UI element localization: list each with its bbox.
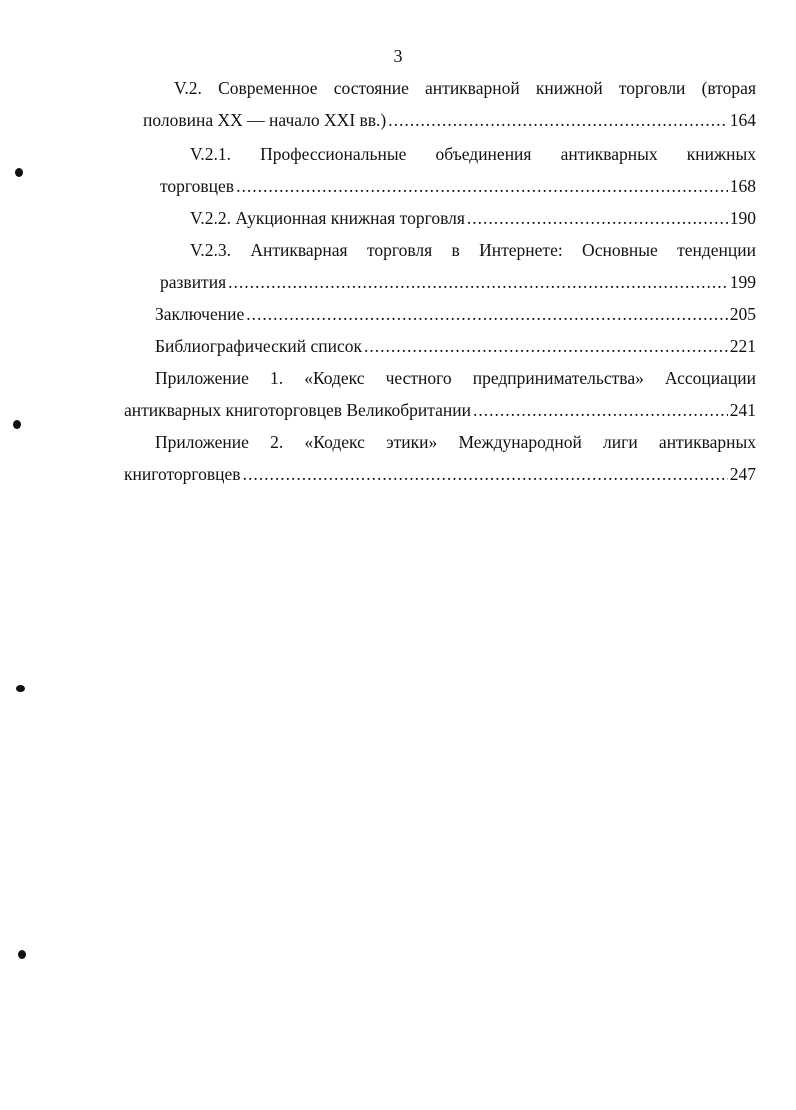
dot-leader <box>236 170 728 202</box>
toc-entry-last-line <box>124 458 756 490</box>
dot-leader <box>388 104 728 136</box>
dot-leader <box>228 266 728 298</box>
toc-entry-page: 164 <box>729 110 756 130</box>
toc-entry-page: 199 <box>729 272 756 292</box>
dot-leader <box>467 202 728 234</box>
toc-entry-last-line <box>160 170 756 202</box>
scan-mark <box>13 420 21 429</box>
toc-entry-last-line <box>124 394 756 426</box>
toc-entry-last-line <box>160 266 756 298</box>
toc-entry-first-line: V.2.1. Профессиональные объединения антикварных книжных <box>190 144 756 164</box>
toc-entry-title: половина XX — начало XXI вв.) <box>143 110 387 130</box>
toc-entry-title: Заключение <box>155 304 245 324</box>
dot-leader <box>473 394 728 426</box>
scan-mark <box>16 685 25 692</box>
toc-entry-title: V.2.2. Аукционная книжная торговля <box>190 208 465 228</box>
toc-entry-first-line: Приложение 1. «Кодекс честного предпринимательства» Ассоциации <box>155 368 756 388</box>
toc-entry-page: 168 <box>729 176 756 196</box>
toc-entry-page: 247 <box>729 464 756 484</box>
dot-leader <box>246 298 728 330</box>
toc-entry-page: 221 <box>729 336 756 356</box>
scan-mark <box>15 168 23 177</box>
toc-entry-page: 205 <box>729 304 756 324</box>
page-number: 3 <box>393 46 403 66</box>
toc-entry-first-line: V.2. Современное состояние антикварной книжной торговли (вторая <box>174 78 756 98</box>
toc-entry-title: книготорговцев <box>124 464 241 484</box>
dot-leader <box>364 330 728 362</box>
toc-entry-first-line: V.2.3. Антикварная торговля в Интернете: Основные тенденции <box>190 240 756 260</box>
toc-entry-page: 190 <box>729 208 756 228</box>
toc-entry-last-line <box>155 298 756 330</box>
toc-entry-page: 241 <box>729 400 756 420</box>
toc-entry-title: антикварных книготорговцев Великобритании <box>124 400 472 420</box>
scan-mark <box>18 950 26 959</box>
toc-entry-last-line <box>143 104 756 136</box>
toc-entry-title: торговцев <box>160 176 235 196</box>
toc-entry-title: развития <box>160 272 227 292</box>
toc-entry-first-line: Приложение 2. «Кодекс этики» Международной лиги антикварных <box>155 432 756 452</box>
toc-entry-title: Библиографический список <box>155 336 363 356</box>
toc-entry-last-line <box>155 330 756 362</box>
toc-entry-last-line <box>190 202 756 234</box>
dot-leader <box>243 458 728 490</box>
